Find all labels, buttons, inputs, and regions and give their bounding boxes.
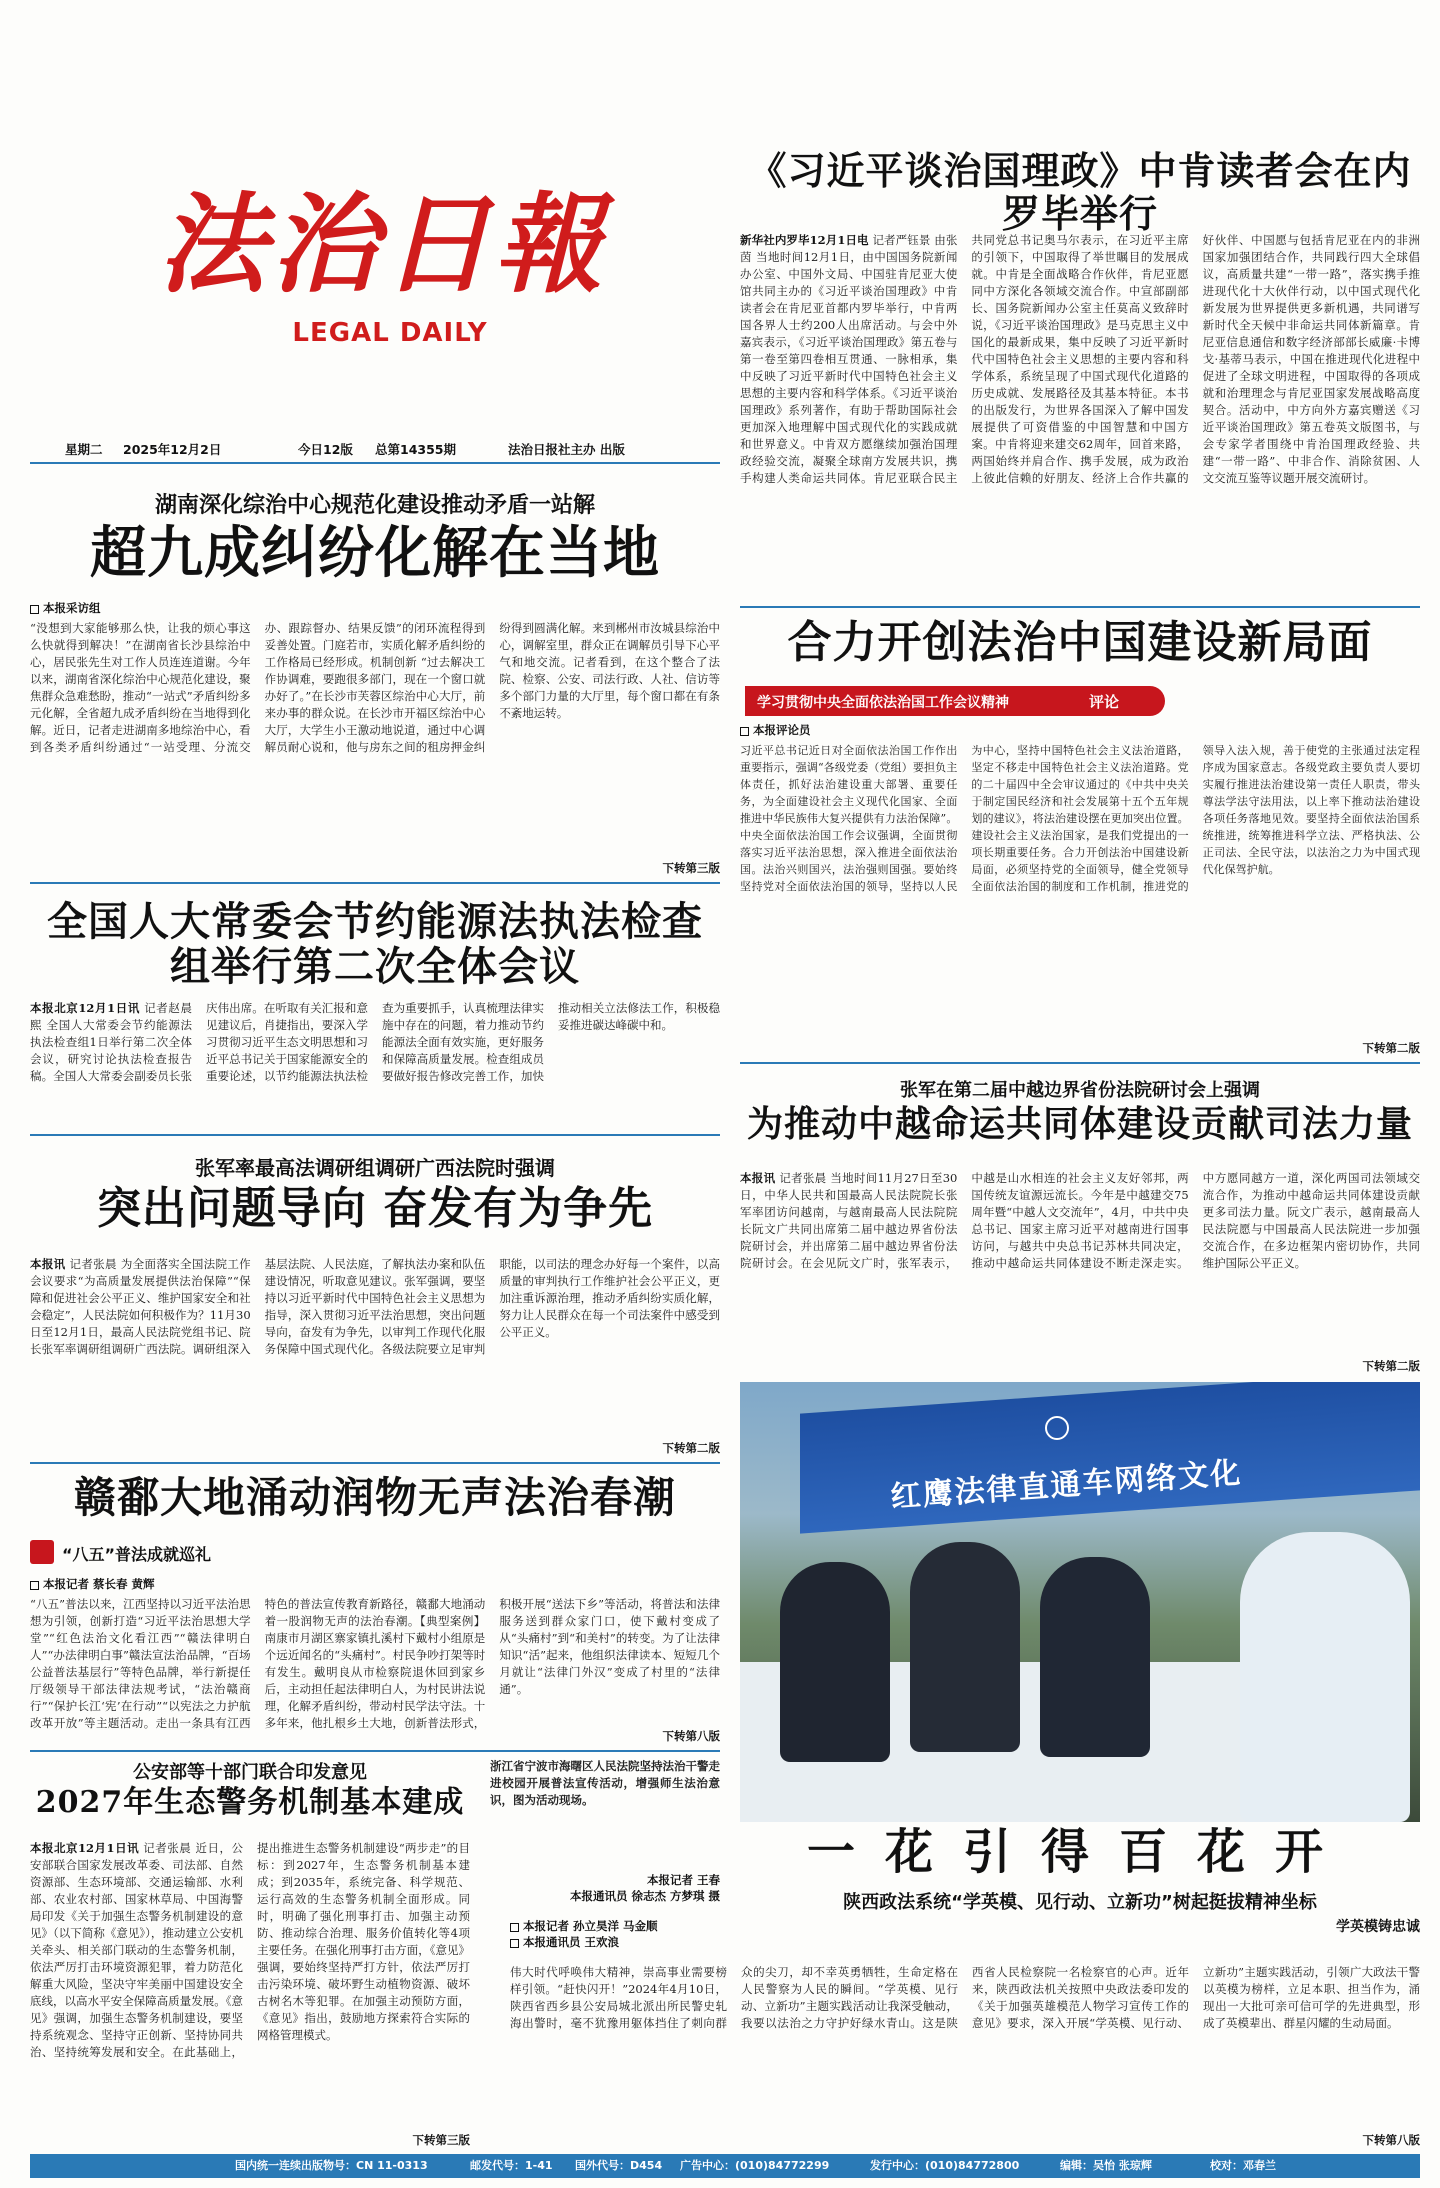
story3-byline: 本报北京12月1日讯 (30, 1001, 140, 1015)
square-icon (510, 1939, 519, 1948)
story8-more[interactable]: 下转第二版 (1362, 1359, 1420, 1373)
person-right (1240, 1532, 1410, 1822)
story2-byline: 本报采访组 (43, 601, 101, 615)
story9-more[interactable]: 下转第八版 (1362, 2133, 1420, 2147)
story5-body: “八五”普法以来，江西坚持以习近平法治思想为引领，创新打造“习近平法治思想大学堂”“红色法治文化看江西”“赣法律明白人”“办法律明白事”赣法宣法治品牌，“百场公益普法基层行”等特色品牌，举行新提任厅级领导干部法律法规考试，“法治赣商行”“保护长江‘宪’在行动”“以宪法之力护航改革开放”等主题活动。走出一条具有江西特色的普法宣传教育新路径，赣鄱大地涌动着一股润物无声的法治春潮。【典型案例】南康市月湖区寨家镇扎溪村下戴村小组原是个远近闻名的“头痛村”。村民争吵打架等时有发生。戴明良从市检察院退休回到家乡后，主动担任起法律明白人，为村民讲法说理，化解矛盾纠纷，带动村民学法守法。十多年来，他扎根乡土大地，创新普法形式，积极开展“送法下乡”等活动，将普法和法律服务送到群众家门口，使下戴村变成了从“头痛村”到“和美村”的转变。为了让法律知识“活”起来，他组织法律读本、短短几个月就让“法律门外汉”变成了村里的“法律通”。 (30, 1597, 720, 1730)
story9-body: 伟大时代呼唤伟大精神，崇高事业需要榜样引领。“赶快闪开！”2024年4月10日，陕西省西乡县公安局城北派出所民警史轧海出警时，毫不犹豫用躯体挡住了刺向群众的尖刀，却不幸英勇牺牲，生命定格在人民警察为人民的瞬间。“学英模、见行动、立新功”主题实践活动让我深受触动，我要以法治之力守护好绿水青山。这是陕西省人民检察院一名检察官的心声。近年来，陕西政法机关按照中央政法委印发的《关于加强英雄模范人物学习宣传工作的意见》要求，深入开展“学英模、见行动、立新功”主题实践活动，引领广大政法干警以英模为榜样，立足本职、担当作为，涌现出一大批可亲可信可学的先进典型，形成了英模辈出、群星闪耀的生动局面。 (510, 1965, 1420, 2030)
story5-rule (30, 1750, 720, 1752)
square-icon (30, 605, 39, 614)
story6-title: 2027年生态警务机制基本建成 (35, 1785, 465, 1820)
footer-editor: 编辑：吴怡 张琼辉 (1060, 2159, 1152, 2172)
masthead-logo: 法治日報 (157, 182, 606, 308)
story2-title: 超九成纠纷化解在当地 (90, 520, 660, 586)
story4-byline: 本报讯 (30, 1257, 66, 1271)
photo-credit-2: 本报通讯员 徐志杰 方梦琪 摄 (569, 1889, 720, 1903)
story5-more[interactable]: 下转第八版 (662, 1729, 720, 1743)
masthead-rule (30, 462, 720, 464)
footer-post: 邮发代号：1-41 (470, 2159, 553, 2172)
story4-kicker: 张军率最高法调研组调研广西法院时强调 (195, 1156, 555, 1180)
story7-tag (745, 686, 1165, 716)
story6 (30, 1840, 470, 2128)
person-mid (1040, 1557, 1150, 1757)
story7-tag-label-2: 评论 (1089, 693, 1120, 711)
footer-cn: 国内统一连续出版物号：CN 11-0313 (235, 2159, 428, 2172)
masthead (30, 170, 720, 440)
story8-title: 为推动中越命运共同体建设贡献司法力量 (746, 1103, 1413, 1145)
story3-title: 全国人大常委会节约能源法执法检查组举行第二次全体会议 (47, 898, 703, 990)
news-photo (740, 1382, 1420, 1822)
story1 (740, 232, 1420, 602)
photo-credit-1: 本报记者 王春 (646, 1873, 720, 1887)
footer-ad: 广告中心：(010)84772299 (680, 2159, 830, 2172)
story2-kicker: 湖南深化综治中心规范化建设推动矛盾一站解 (154, 492, 595, 518)
story9-byline-1: 本报记者 孙立昊洋 马金顺 (523, 1919, 658, 1933)
story2-rule (30, 882, 720, 884)
story7-title: 合力开创法治中国建设新局面 (787, 617, 1373, 668)
story9-title: 一花引得百花开 (806, 1824, 1353, 1880)
story4 (30, 1256, 720, 1456)
story8-byline: 本报讯 (740, 1171, 776, 1185)
square-icon (510, 1923, 519, 1932)
photo-caption-text: 浙江省宁波市海曙区人民法院坚持法治干警走进校园开展普法宣传活动，增强师生法治意识，图为活动现场。 (490, 1759, 720, 1807)
masthead-logo-en: LEGAL DAILY (292, 318, 488, 348)
story4-body: 记者张晨 为全面落实全国法院工作会议要求“为高质量发展提供法治保障”“保障和促进社会公平正义、维护国家安全和社会稳定”，人民法院如何积极作为？11月30日至12月1日，最高人民法院党组书记、院长张军率调研组调研广西法院。调研组深入基层法院、人民法庭，了解执法办案和队伍建设情况，听取意见建议。张军强调，要坚持以习近平新时代中国特色社会主义思想为指导，深入贯彻习近平法治思想，突出问题导向，奋发有为争先，以审判工作现代化服务保障中国式现代化。各级法院要立足审判职能，以司法的理念办好每一个案件，以高质量的审判执行工作维护社会公平正义，更加注重诉源治理，推动矛盾纠纷实质化解，努力让人民群众在每一个司法案件中感受到公平正义。 (30, 1257, 720, 1356)
logo-emblem-icon (1045, 1416, 1069, 1440)
masthead-weekday: 星期二 (65, 442, 103, 457)
story9-bylines (510, 1918, 740, 1962)
story5 (30, 1576, 720, 1746)
story4-rule (30, 1462, 720, 1464)
story4-title: 突出问题导向 奋发有为争先 (96, 1183, 654, 1234)
story1-rule (740, 606, 1420, 608)
story6-more[interactable]: 下转第三版 (412, 2133, 470, 2147)
square-icon (740, 727, 749, 736)
story8-kicker: 张军在第二届中越边界省份法院研讨会上强调 (900, 1080, 1260, 1101)
photo-caption (490, 1758, 720, 1938)
story5-byline: 本报记者 蔡长春 黄辉 (43, 1577, 155, 1591)
footer-issue: 发行中心：(010)84772800 (870, 2159, 1020, 2172)
story8-body: 记者张晨 当地时间11月27日至30日，中华人民共和国最高人民法院院长张军率团访问越南，与越南最高人民法院院长阮文广共同出席第二届中越边界省份法院研讨会，并出席第二届中越边界省份法院研讨会。在会见阮文广时，张军表示，中越是山水相连的社会主义友好邻邦，两国传统友谊源远流长。今年是中越建交75周年暨“中越人文交流年”，4月，中共中央总书记、国家主席习近平对越南进行国事访问，与越共中央总书记苏林共同决定，推动中越命运共同体建设不断走深走实。中方愿同越方一道，深化两国司法领域交流合作，为推动中越命运共同体建设贡献更多司法力量。阮文广表示，越南最高人民法院愿与中国最高人民法院进一步加强交流合作，在多边框架内密切协作，共同维护国际公平正义。 (740, 1171, 1420, 1270)
story7-more[interactable]: 下转第二版 (1362, 1041, 1420, 1055)
story7-body: 习近平总书记近日对全面依法治国工作作出重要指示，强调“各级党委（党组）要担负主体责任，抓好法治建设重大部署、重要任务，为全面建设社会主义现代化国家、全面推进中华民族伟大复兴提供有力法治保障”。中央全面依法治国工作会议强调，全面贯彻落实习近平法治思想，深入推进全面依法治国。法治兴则国兴，法治强则国强。要始终坚持党对全面依法治国的领导，坚持以人民为中心，坚持中国特色社会主义法治道路，坚定不移走中国特色社会主义法治道路。党的二十届四中全会审议通过的《中共中央关于制定国民经济和社会发展第十五个五年规划的建议》，将法治建设摆在更加突出位置。建设社会主义法治国家，是我们党提出的一项长期重要任务。合力开创法治中国建设新局面，必须坚持党的全面领导，健全党领导全面依法治国的制度和工作机制，推进党的领导入法入规，善于使党的主张通过法定程序成为国家意志。各级党政主要负责人要切实履行推进法治建设第一责任人职责，带头尊法学法守法用法，以上率下推动法治建设各项任务落地见效。要坚持全面依法治国系统推进，统筹推进科学立法、严格执法、公正司法、全民守法，以法治之力为中国式现代化保驾护航。 (740, 744, 1420, 893)
story2 (30, 600, 720, 878)
story9-byline-2: 本报通讯员 王欢浪 (523, 1935, 620, 1949)
masthead-total: 总第14355期 (375, 442, 456, 457)
story3-body: 记者赵晨熙 全国人大常委会节约能源法执法检查组1日举行第二次全体会议，研究讨论执法检查报告稿。全国人大常委会副委员长张庆伟出席。在听取有关汇报和意见建议后，肖捷指出，要深入学习贯彻习近平生态文明思想和习近平总书记关于国家能源安全的重要论述，以节约能源法执法检查为重要抓手，认真梳理法律实施中存在的问题，着力推动节约能源法全面有效实施，更好服务和保障高质量发展。检查组成员要做好报告修改完善工作，加快推动相关立法修法工作，积极稳妥推进碳达峰碳中和。 (30, 1001, 720, 1083)
footer-proof: 校对：邓春兰 (1210, 2159, 1276, 2172)
story5-badge-label: “八五”普法成就巡礼 (62, 1545, 212, 1564)
story9-subtitle: 陕西政法系统“学英模、见行动、立新功”树起挺拔精神坐标 (843, 1892, 1317, 1913)
story7-byline: 本报评论员 (753, 723, 811, 737)
story6-body: 记者张晨 近日，公安部联合国家发展改革委、司法部、自然资源部、生态环境部、交通运输部、水利部、农业农村部、国家林草局、中国海警局印发《关于加强生态警务机制建设的意见》（以下简称《意见》），推动建立公安机关牵头、相关部门联动的生态警务机制，依法严厉打击环境资源犯罪，着力防范化解重大风险，坚决守牢美丽中国建设安全底线，以高水平安全保障高质量发展。《意见》强调，加强生态警务机制建设，要坚持系统观念、坚持守正创新、坚持协同共治、坚持统筹发展和安全。在此基础上，提出推进生态警务机制建设“两步走”的目标：到2027年，生态警务机制基本建成；到2035年，系统完备、科学规范、运行高效的生态警务机制全面形成。同时，明确了强化刑事打击、加强主动预防、推动综合治理、服务价值转化等4项主要任务。在强化刑事打击方面，《意见》强调，要始终坚持严打方针，依法严厉打击污染环境、破坏野生动植物资源、破坏古树名木等犯罪。在加强主动预防方面，《意见》指出，鼓励地方探索符合实际的网格管理模式。 (30, 1841, 470, 2059)
story6-kicker: 公安部等十部门联合印发意见 (133, 1762, 367, 1783)
photo-banner: 红鹰法律直通车网络文化 (889, 1455, 1244, 1516)
footer-abroad: 国外代号：D454 (575, 2159, 663, 2172)
story7 (740, 722, 1420, 1042)
story1-byline: 新华社内罗毕12月1日电 (740, 233, 869, 247)
story8 (740, 1170, 1420, 1364)
story1-body: 记者严钰景 由张茵 当地时间12月1日，由中国国务院新闻办公室、中国外文局、中国驻肯尼亚大使馆共同主办的《习近平谈治国理政》中肯读者会在肯尼亚首都内罗毕举行，中肯两国各界人士约200人出席活动。与会中外嘉宾表示，《习近平谈治国理政》第五卷与第一卷至第四卷相互贯通、一脉相承，集中反映了习近平新时代中国特色社会主义思想的主要内容和科学体系。《习近平谈治国理政》系列著作，有助于帮助国际社会更加深入地理解中国式现代化的实践成就和世界意义。中肯双方愿继续加强治国理政经验交流，凝聚全球南方发展共识，携手构建人类命运共同体。肯尼亚联合民主共同党总书记奥马尔表示，在习近平主席的引领下，中国取得了举世瞩目的发展成就。中肯是全面战略合作伙伴，肯尼亚愿同中方深化各领域交流合作。中宣部副部长、国务院新闻办公室主任莫高义致辞时说，《习近平谈治国理政》是马克思主义中国化的最新成果，集中反映了习近平新时代中国特色社会主义思想的主要内容和科学体系，系统呈现了中国式现代化道路的历史成就、发展路径及其基本特征。本书的出版发行，为世界各国深入了解中国发展提供了可资借鉴的中国智慧和中国方案。中肯将迎来建交62周年，回首来路，两国始终并肩合作、携手发展，成为政治上彼此信赖的好朋友、经济上合作共赢的好伙伴、中国愿与包括肯尼亚在内的非洲国家加强团结合作，共同践行四大全球倡议，高质量共建“一带一路”，落实携手推进现代化十大伙伴行动，以中国式现代化新发展为世界提供更多新机遇，共同谱写新时代全天候中非命运共同体新篇章。肯尼亚信息通信和数字经济部部长威廉·卡博戈·基蒂马表示，中国在推进现代化进程中促进了全球文明进程，中国取得的各项成就和治理理念与肯尼亚国家发展战略高度契合。活动中，中方向外方嘉宾赠送《习近平谈治国理政》第五卷英文版图书，与会专家学者围绕中肯治国理政经验、共建“一带一路”、中非合作、消除贫困、人文交流互鉴等议题开展交流研讨。 (740, 233, 1420, 485)
story7-tag-label: 学习贯彻中央全面依法治国工作会议精神 (757, 695, 1009, 711)
person-left (780, 1562, 890, 1762)
square-icon (30, 1581, 39, 1590)
story5-badge (30, 1536, 245, 1570)
masthead-date: 2025年12月2日 (123, 442, 222, 457)
masthead-publisher: 法治日报社主办 出版 (508, 442, 625, 457)
story7-rule (740, 1062, 1420, 1064)
story9 (510, 1964, 1420, 2128)
story9-tag: 学英模铸忠诚 (1336, 1919, 1420, 1935)
story6-byline: 本报北京12月1日讯 (30, 1841, 140, 1855)
story3-rule (30, 1134, 720, 1136)
badge-icon (30, 1540, 54, 1564)
story5-title: 赣鄱大地涌动润物无声法治春潮 (73, 1473, 676, 1522)
story2-body: “没想到大家能够那么快，让我的烦心事这么快就得到解决！”在湖南省长沙县综治中心，居民张先生对工作人员连连道谢。今年以来，湖南省深化综治中心规范化建设，聚焦群众急难愁盼，推动“一站式”矛盾纠纷多元化解，全省超九成矛盾纠纷在当地得到化解。近日，记者走进湖南多地综治中心，看到各类矛盾纠纷通过“一站受理、分流交办、跟踪督办、结果反馈”的闭环流程得到妥善处置。门庭若市，实质化解矛盾纠纷的工作格局已经形成。机制创新 “过去解决工作协调难，要跑很多部门，现在一个窗口就办好了。”在长沙市芙蓉区综治中心大厅，前来办事的群众说。在长沙市开福区综治中心大厅，大学生小王激动地说道，通过中心调解员耐心说和，他与房东之间的租房押金纠纷得到圆满化解。来到郴州市汝城县综治中心，调解室里，群众正在调解员引导下心平气和地交流。记者看到，在这个整合了法院、检察、公安、司法行政、人社、信访等多个部门力量的大厅里，每个窗口都在有条不紊地运转。 (30, 621, 720, 754)
story2-more[interactable]: 下转第三版 (662, 861, 720, 875)
story1-title: 《习近平谈治国理政》中肯读者会在内罗毕举行 (748, 148, 1412, 236)
story4-more[interactable]: 下转第二版 (662, 1441, 720, 1455)
person-mid-left (910, 1542, 1020, 1752)
masthead-edition: 今日12版 (298, 442, 353, 457)
footer-bar (30, 2154, 1420, 2178)
story3 (30, 1000, 720, 1128)
